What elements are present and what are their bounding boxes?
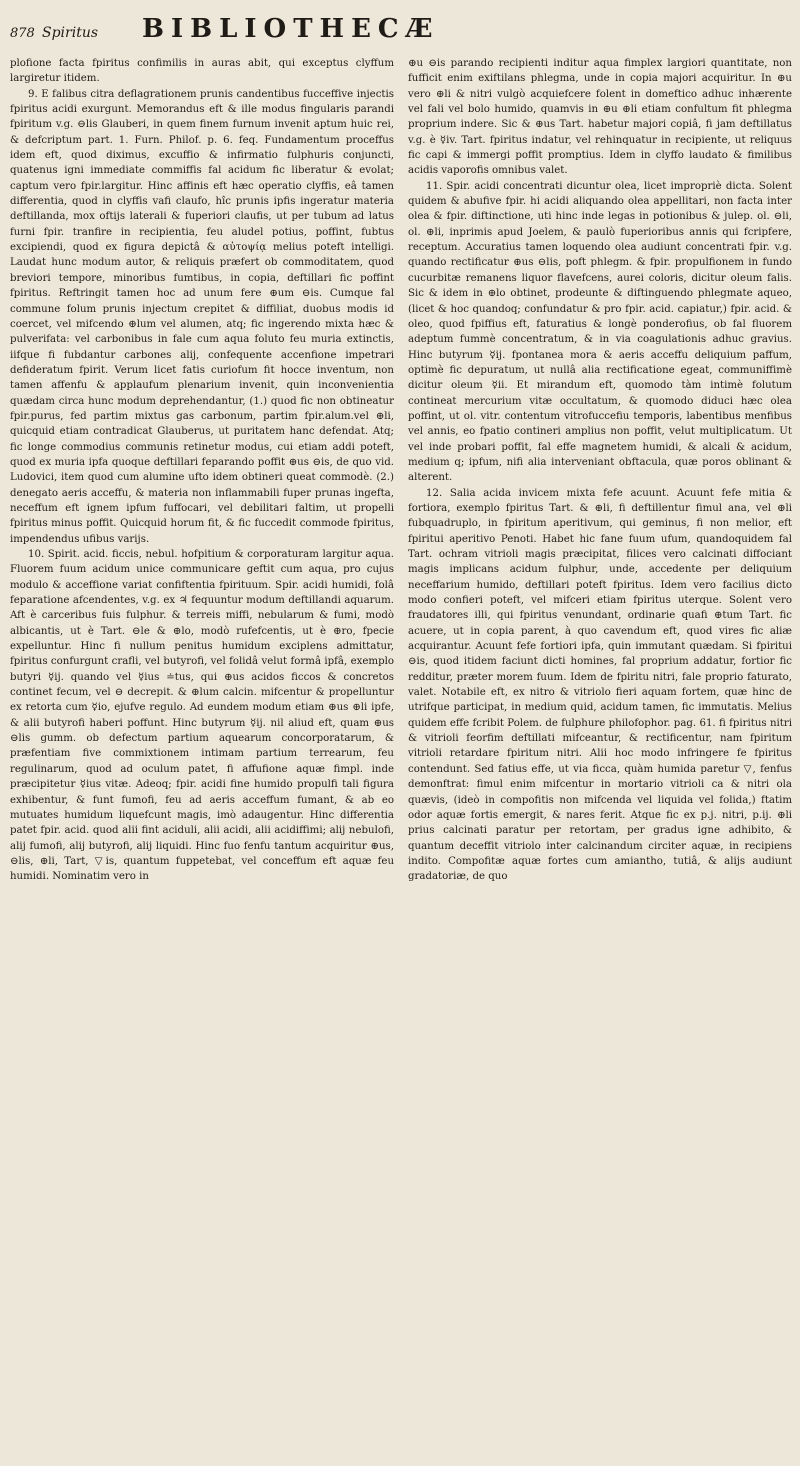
text-columns	[10, 56, 792, 885]
page-number: 878	[10, 26, 35, 41]
right-column	[408, 56, 792, 885]
section-title: Spiritus	[42, 25, 99, 41]
paragraph: 11. Spir. acidi concentrati dicuntur olea, licet impropriè dicta. Solent quidem & abufive fpir. hi acidi aliquando olea appellitari, non facta inter olea & fpir. diftinctione, uti hinc inde legas in potionibus & julep. ol. ⊖li, ol. ⊕li, inprimis apud Joelem, & paulò fuperioribus annis qui fcripfere, receptum. Accuratius tamen loquendo olea audiunt concentrati fpir. v.g. quando rectificatur ⊕us ⊖lis, poft phlegm. & fpir. propulfionem in fundo cucurbitæ remanens liquor flavefcens, aurei coloris, dicitur oleum falis. Sic & idem in ⊕lo obtinet, prodeunte & diftinguendo phlegmate aqueo, (licet & hoc quandoq; confundatur & pro fpir. acid. capiatur,) fpir. acid. & oleo, quod fpiffius eft, faturatius & longè ponderofius, ob fal fluorem adeptum fummè concentratum, & in via coagulationis adhuc gravius. Hinc butyrum ☿ij. fpontanea mora & aeris acceffu deliquium paffum, optimè fic depuratum, ut nullâ alia rectificatione egeat, communiffimè dicitur oleum ☿ii. Et mirandum eft, quomodo tàm intimè folutum contineat mercurium vitæ occultatum, & quomodo diduci hæc olea poffint, ut ol. vitr. contentum vitrofuccefiu temporis, labentibus menfibus vel annis, eo fpatio contineri amplius non poffit, velut multiplicatum. Ut vel inde probari poffit, fal effe magnetem humidi, & alcali & acidum, medium q; ipfum, nifi alia interveniant obftacula, quæ poros oblinant & alterent.	[408, 180, 792, 484]
paragraph: 12. Salia acida invicem mixta fefe acuunt. Acuunt fefe mitia & fortiora, exemplo fpiritus Tart. & ⊕li, fi deftillentur fimul ana, vel ⊕li fubquadruplo, in fpiritum aperitivum, qui geminus, fi non melior, eft fpiritui aperitivo Penoti. Habet hic fane fuum ufum, quandoquidem fal Tart. ochram vitrioli magis præcipitat, filices vero calcinati diffociant magis implicans acidum fulphur, unde, accedente per deliquium neceffarium humido, deftillari poteft fpiritus. Idem vero facilius dicto modo confieri poteft, vel mifceri etiam fpiritus uterque. Solent vero fraudatores illi, qui fpiritus venundant, ordinarie quafi ⊕tum Tart. fic acuere, ut in copia parent, à quo cavendum eft, quod vires fic aliæ acquirantur. Acuunt fefe fortiori ipfa, quin immutant quædam. Si fpiritui ⊖is, quod itidem faciunt dicti homines, fal proprium addatur, fortior fic redditur, præter morem fuum. Idem de fpiritu nitri, fale proprio faturato, valet. Notabile eft, ex nitro & vitriolo fieri aquam fortem, quæ hinc de utrifque participat, in medium quid, acidum tamen, fic immutatis. Melius quidem effe fcribit Polem. de fulphure philofophor. pag. 61. fi fpiritus nitri & vitrioli feorfim deftillati mifceantur, & rectificentur, nam fpiritum vitrioli retardare fpiritum nitri. Alii hoc modo infringere fe fpiritus contendunt. Sed fatius effe, ut via ficca, quàm humida paretur ▽, fenfus demonftrat: fimul enim mifcentur in mortario vitrioli ca & nitri ola quævis, (ideò in compofitis non mifcenda vel liquida vel folida,) ftatim odor aquæ fortis emergit, & nares ferit. Atque fic ex p.j. nitri, p.ij. ⊕li prius calcinati paratur per retortam, per gradus igne adhibito, & quantum deceffit vitriolo inter calcinandum circiter aquæ, in recipiens indito. Compofitæ aquæ fortes cum amiantho, tutiâ, & alijs audiunt gradatoriæ, de quo	[408, 487, 792, 883]
paragraph: plofione facta fpiritus confimilis in auras abit, qui exceptus clyffum largiretur itidem.	[10, 58, 394, 85]
paragraph: 9. E falibus citra deflagrationem prunis candentibus fucceffive injectis fpiritus acidi exurgunt. Memorandus eft & ille modus fingularis parandi fpiritum v.g. ⊖lis Glauberi, in quem finem furnum invenit aptum huic rei, & defcriptum part. 1. Furn. Philof. p. 6. feq. Fundamentum proceffus idem eft, quod diximus, excuffio & infirmatio fulphuris conjuncti, quatenus igni immediate commiffis fal acidum fic liberatur & evolat; captum vero fpir.largitur. Hinc affinis eft hæc operatio clyffis, eâ tamen differentia, quod in clyffis vafi claufo, hîc prunis ipfis ingeratur materia deftillanda, mox oftijs laterali & fuperiori claufis, ut per tubum ad latus furni fpir. tranfire in recipientia, feu aludel potius, poffint, fubtus excipiendi, quod ex figura depictâ & αὐτοψίᾳ melius poteft intelligi. Laudat hunc modum autor, & reliquis præfert ob commoditatem, quod breviori tempore, minoribus fumtibus, in copia, deftillari fic poffint fpiritus. Reftringit tamen hoc ad unum fere ⊕um ⊖is. Cumque fal commune folum prunis injectum crepitet & diffiliat, duobus modis id coercet, vel mifcendo ⊕lum vel alumen, atq; fic ingerendo mixta hæc & pulverifata: vel carbonibus in fale cum aqua foluto feu muria extinctis, iifque fi fubdantur carbones alij, confequente accenfione impetrari defideratum fpirit. Verum licet fatis curiofum fit hocce inventum, non tamen affenfu & applaufum plenarium invenit, quin inconvenientia quædam circa hunc modum deprehendantur, (1.) quod fic non obtineatur fpir.purus, fed partim mixtus gas carbonum, partim fpir.alum.vel ⊕li, quicquid etiam contradicat Glauberus, ut puritatem hanc defendat. Atq; fic longe commodius communis retinetur modus, cui etiam addi poteft, quod ex muria ipfa quoque deftillari feparando poffit ⊕us ⊖is, de quo vid. Ludovici, item quod cum alumine ufto idem obtineri queat commodè. (2.) denegato aeris acceffu, & materia non inflammabili fuper prunas ingefta, neceffum eft ignem ipfum fuffocari, vel debilitari faltim, ut propelli fpiritus minus poffit. Quicquid horum fit, & fic fuccedit commode fpiritus, impendendus ufibus varijs.	[10, 88, 394, 545]
paragraph: ⊕u ⊖is parando recipienti inditur aqua fimplex largiori quantitate, non fufficit enim exiftilans phlegma, unde in copia majori acquiritur. In ⊕u vero ⊕li & nitri vulgò acquiefcere folent in domeftico adhuc inhærente vel fali vel bolo humido, quamvis in ⊕u ⊕li etiam confultum fit phlegma proprium indere. Sic & ⊕us Tart. habetur majori copiâ, fi jam deftillatus v.g. è ☿iv. Tart. fpiritus indatur, vel rehinquatur in recipiente, ut reliquus fic capi & immergi poffit promptius. Idem in clyffo laudato & fimilibus acidis vaporofis omnibus valet.	[408, 58, 792, 177]
running-title: BIBLIOTHECÆ	[142, 14, 440, 44]
left-column	[10, 56, 394, 885]
page-header	[10, 14, 792, 50]
paragraph: 10. Spirit. acid. ficcis, nebul. hofpitium & corporaturam largitur aqua. Fluorem fuum acidum unice communicare geftit cum aqua, pro cujus modulo & acceffione variat confiftentia fpirituum. Spir. acidi humidi, folâ feparatione afcendentes, v.g. ex ♃ fequuntur modum deftillandi aquarum. Aft è carceribus fuis fulphur. & terreis miffi, nebularum & fumi, modò albicantis, ut è Tart. ⊖le & ⊕lo, modò rufefcentis, ut è ⊕ro, fpecie expelluntur. Hinc fi nullum penitus humidum exciplens admittatur, fpiritus confurgunt crafli, vel butyrofi, vel folidâ velut formâ ipfâ, exemplo butyri ☿ij. quando vel ☿ius ≐tus, qui ⊕us acidos ficcos & concretos continet fecum, vel ⊖ decrepit. & ⊕lum calcin. mifcentur & propelluntur ex retorta cum ☿io, ejufve regulo. Ad eundem modum etiam ⊕us ⊕li ipfe, & alii butyrofi haberi poffunt. Hinc butyrum ☿ij. nil aliud eft, quam ⊕us ⊖lis gumm. ob defectum partium aquearum concorporatarum, & præfentiam five commixtionem intimam partium terrearum, feu regulinarum, quod ad oculum patet, fi affufione aquæ fimpl. inde præcipitetur ☿ius vitæ. Adeoq; fpir. acidi fine humido propulfi tali figura exhibentur, & funt fumofi, feu ad aeris acceffum fumant, & ab eo mutuates humidum liquefcunt magis, imò adaugentur. Hinc differentia patet fpir. acid. quod alii fint aciduli, alii acidi, alii acidiffimi; alij nebulofi, alij fumofi, alij butyrofi, alij liquidi. Hinc fuo fenfu tantum acquiritur ⊕us, ⊖lis, ⊕li, Tart, ▽is, quantum fuppetebat, vel conceffum eft aquæ feu humidi. Nominatim vero in	[10, 549, 394, 883]
